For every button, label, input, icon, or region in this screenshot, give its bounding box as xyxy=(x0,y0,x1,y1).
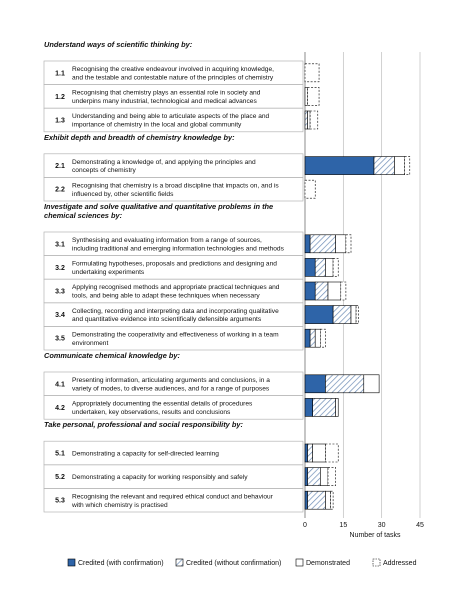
section-title: Communicate chemical knowledge by: xyxy=(44,351,180,360)
bar-4-1-demonstrated xyxy=(364,375,379,393)
row-number: 1.1 xyxy=(55,70,65,78)
row-number: 5.3 xyxy=(55,497,65,505)
bar-3-5-addressed xyxy=(320,329,325,347)
row-number: 1.3 xyxy=(55,117,65,125)
row-description: Demonstrating the cooperativity and effectiveness of working in a team xyxy=(72,331,279,339)
bar-5-1-demonstrated xyxy=(313,444,326,462)
row-number: 2.1 xyxy=(55,163,65,171)
bar-2-1-credited_without xyxy=(374,157,394,175)
bar-1-3-credited_without xyxy=(305,111,308,129)
row-description: including traditional and emerging information technologies and methods xyxy=(72,245,284,253)
section-title: Exhibit depth and breadth of chemistry knowledge by: xyxy=(44,132,235,142)
row-description: Understanding and being able to articulate aspects of the place and xyxy=(72,113,270,121)
row-description: importance of chemistry in the local and global community xyxy=(72,121,242,129)
legend-label-demonstrated: Demonstrated xyxy=(306,560,350,567)
row-number: 3.5 xyxy=(55,335,65,343)
row-description: Formulating hypotheses, proposals and predictions and designing and xyxy=(72,260,277,268)
bar-5-3-credited_with xyxy=(305,491,308,509)
bar-3-5-demonstrated xyxy=(315,329,320,347)
bar-5-2-credited_with xyxy=(305,468,308,486)
row-description: Demonstrating a capacity for self-directed learning xyxy=(72,450,219,458)
row-description: Recognising the creative endeavour involved in acquiring knowledge, xyxy=(72,66,274,73)
row-description: Demonstrating a knowledge of, and applying the principles and xyxy=(72,158,256,166)
row-description: Appropriately documenting the essential details of procedures xyxy=(72,400,253,408)
legend-swatch-credited_without xyxy=(176,559,183,566)
rows-layer xyxy=(44,40,410,512)
row-number: 3.2 xyxy=(55,264,65,272)
x-tick-label: 0 xyxy=(303,522,307,529)
row-description: concepts of chemistry xyxy=(72,167,136,175)
bar-2-1-addressed xyxy=(405,157,410,175)
bar-3-3-credited_without xyxy=(315,282,328,300)
row-description: Collecting, recording and interpreting data and incorporating qualitative xyxy=(72,307,279,315)
bar-5-2-addressed xyxy=(328,468,336,486)
row-number: 3.3 xyxy=(55,288,65,296)
bar-3-1-demonstrated xyxy=(336,235,346,253)
bar-3-2-demonstrated xyxy=(325,258,333,276)
section-title: Investigate and solve qualitative and quantitative problems in the xyxy=(44,202,274,211)
row-description: with which chemistry is practised xyxy=(72,501,168,509)
bar-3-3-credited_with xyxy=(305,282,315,300)
row-description: undertaking experiments xyxy=(72,269,145,276)
bar-2-1-demonstrated xyxy=(394,157,404,175)
row-description: and the testable and contestable nature of the principles of chemistry xyxy=(72,74,274,82)
bar-5-3-addressed xyxy=(331,491,334,509)
row-description: tools, and being able to adapt these techniques when necessary xyxy=(72,292,260,300)
bar-5-2-demonstrated xyxy=(320,468,328,486)
bar-3-2-addressed xyxy=(333,258,338,276)
bar-5-2-credited_without xyxy=(308,468,321,486)
bar-1-3-addressed xyxy=(310,111,318,129)
bar-3-1-addressed xyxy=(346,235,351,253)
row-description: Applying recognised methods and appropriate practical techniques and xyxy=(72,284,280,292)
bar-5-1-addressed xyxy=(325,444,338,462)
legend-swatch-demonstrated xyxy=(296,559,303,566)
x-axis-label: Number of tasks xyxy=(349,532,401,539)
section-title: Take personal, professional and social responsibility by: xyxy=(44,420,243,430)
row-description: and quantitative evidence into scientifically defensible arguments xyxy=(72,316,262,324)
bar-3-4-credited_with xyxy=(305,306,333,324)
row-description: underpins many industrial, technological and medical advances xyxy=(72,98,257,105)
row-description: undertaken, key observations, results and conclusions xyxy=(72,409,231,416)
row-description: Recognising that chemistry is a broad discipline that impacts on, and is xyxy=(72,182,279,190)
bar-5-1-credited_without xyxy=(308,444,313,462)
bar-3-4-addressed xyxy=(356,306,359,324)
bar-5-3-credited_without xyxy=(308,491,326,509)
section-title: Understand ways of scientific thinking by: xyxy=(44,40,193,49)
bar-1-1-addressed xyxy=(305,64,319,82)
bar-4-1-credited_with xyxy=(305,375,325,393)
row-number: 2.2 xyxy=(55,186,65,194)
bar-5-1-credited_with xyxy=(305,444,308,462)
row-description: Demonstrating a capacity for working responsibly and safely xyxy=(72,474,248,481)
legend xyxy=(68,559,417,567)
section-title: chemical sciences by: xyxy=(44,211,123,220)
x-tick-label: 45 xyxy=(416,522,424,529)
row-description: Recognising that chemistry plays an essential role in society and xyxy=(72,89,261,97)
bar-3-3-demonstrated xyxy=(328,282,341,300)
bar-4-2-credited_without xyxy=(313,398,336,416)
row-number: 5.1 xyxy=(55,450,65,458)
bar-2-1-credited_with xyxy=(305,157,374,175)
legend-swatch-credited_with xyxy=(68,559,75,566)
bar-5-3-demonstrated xyxy=(325,491,330,509)
bar-4-2-demonstrated xyxy=(336,398,339,416)
row-description: Presenting information, articulating arguments and conclusions, in a xyxy=(72,377,270,384)
bar-1-3-demonstrated xyxy=(308,111,311,129)
bar-3-3-addressed xyxy=(341,282,346,300)
row-number: 1.2 xyxy=(55,93,65,101)
bar-3-5-credited_with xyxy=(305,329,310,347)
row-description: environment xyxy=(72,339,109,347)
legend-label-credited_with: Credited (with confirmation) xyxy=(78,560,164,567)
row-description: influenced by, other scientific fields xyxy=(72,190,174,198)
legend-label-addressed: Addressed xyxy=(383,560,417,567)
x-axis xyxy=(303,522,424,539)
x-tick-label: 30 xyxy=(377,522,386,529)
row-description: variety of modes, to diverse audiences, and for a range of purposes xyxy=(72,385,270,393)
bar-2-2-addressed xyxy=(305,180,315,198)
row-number: 3.4 xyxy=(55,312,65,320)
row-description: Synthesising and evaluating information from a range of sources, xyxy=(72,237,262,244)
bar-1-2-demonstrated xyxy=(305,87,308,105)
row-number: 5.2 xyxy=(55,474,65,482)
legend-swatch-addressed xyxy=(373,559,380,566)
bar-3-1-credited_without xyxy=(310,235,336,253)
row-number: 4.1 xyxy=(55,381,65,389)
bar-4-2-credited_with xyxy=(305,398,313,416)
bar-3-2-credited_without xyxy=(315,258,325,276)
bar-3-5-credited_without xyxy=(310,329,315,347)
bar-4-1-credited_without xyxy=(325,375,363,393)
bar-3-4-demonstrated xyxy=(351,306,356,324)
x-tick-label: 15 xyxy=(339,522,348,529)
bar-1-2-addressed xyxy=(308,87,320,105)
bar-3-1-credited_with xyxy=(305,235,310,253)
row-number: 4.2 xyxy=(55,404,65,412)
bar-3-4-credited_without xyxy=(333,306,351,324)
bar-3-2-credited_with xyxy=(305,258,315,276)
row-description: Recognising the relevant and required ethical conduct and behaviour xyxy=(72,493,273,501)
legend-label-credited_without: Credited (without confirmation) xyxy=(186,560,282,567)
row-number: 3.1 xyxy=(55,241,65,249)
